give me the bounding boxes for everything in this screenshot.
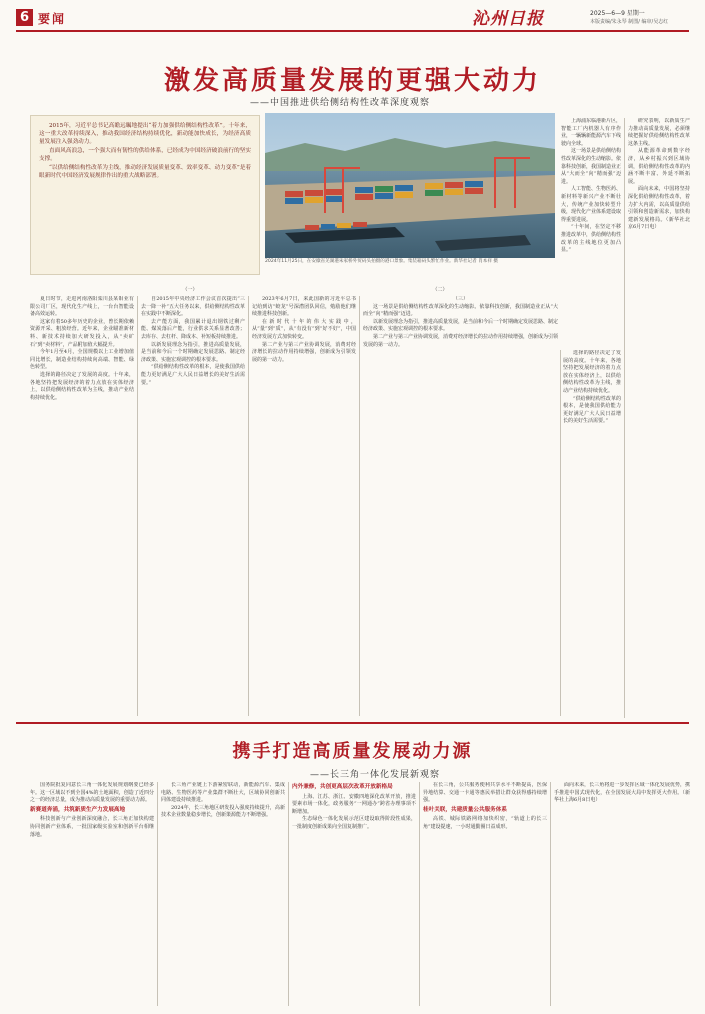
column-divider	[550, 782, 551, 1006]
paragraph: 科技创新与产业创新深度融合，长三角正加快构建协同创新产业体系，一批国家级实验室和创新平台相继落地。	[30, 816, 154, 838]
column-divider	[359, 296, 360, 716]
photo-caption: 2024年11月25日，在安徽省芜湖港朱家桥外贸码头拍摄的港口景象。集装箱码头繁忙作业。新华社记者 肖本祥 摄	[265, 259, 499, 264]
port-photo-illustration	[265, 113, 555, 258]
article1-subtitle: ——中国推进供给侧结构性改革深度观察	[250, 98, 431, 108]
section-marker-3: （三）	[452, 296, 468, 302]
article2-column-1	[30, 782, 154, 1006]
paragraph: “供给侧结构性改革的根本，是使我国供给能力更好满足广大人民日益增长的美好生活需要。”	[563, 395, 621, 425]
paragraph: 从能源革命到数字经济，从乡村振兴到区域协调，供给侧结构性改革的内涵不断丰富、外延不断拓展。	[628, 148, 690, 185]
article1-column-3	[252, 296, 356, 716]
paragraph: 生态绿色一体化发展示范区建设取得阶段性成果，一批制度创新成果向全国复制推广。	[292, 816, 416, 830]
article2-subhead-3: 桂叶关联，共建质量公共服务体系	[423, 806, 507, 813]
paragraph: 去产能方面，我国累计退出钢铁过剩产能、煤炭落后产能，行业供求关系显著改善；去库存、去杠杆、降成本、补短板持续推进。	[141, 318, 245, 340]
intro-paragraph: 直面风高浪急，一个强大而有韧性的供给体系，已经成为中国经济破浪前行的坚实支撑。	[39, 148, 251, 162]
article1-column-4	[561, 118, 621, 344]
paragraph: 这一场景是供给侧结构性改革深化的生动缩影。依靠科技创新，我国制造业正从“大而全”向“精而强”迈进。	[363, 303, 558, 318]
paragraph: 人工智能、生物医药、新材料等新兴产业不断壮大，传统产业加快转型升级，现代化产业体系建设取得重要进展。	[561, 186, 621, 223]
paragraph: 第二产业与第三产业协调发展，消费对经济增长的拉动作用持续增强，创新成为引领发展的第一动力。	[363, 333, 558, 348]
section-divider	[16, 722, 689, 724]
column-divider	[248, 296, 249, 716]
header-rule	[16, 30, 689, 32]
paragraph: 长三角产业链上下游紧密联动，新能源汽车、集成电路、生物医药等产业集群不断壮大，区域协同创新共同体建设持续推进。	[161, 782, 285, 804]
article2-headline: 携手打造高质量发展动力源	[232, 741, 473, 762]
article1-photo	[265, 113, 555, 258]
article2-column-2	[161, 782, 285, 1006]
paragraph: 夏日时节，走进河南洛阳栾川县某钼业有限公司厂区，现代化生产线上，一台台智能设备高效运转。	[30, 296, 134, 318]
paragraph: 以新发展理念为指引，推进高质量发展，是当前和今后一个时期确定发展思路、制定经济政策、实施宏观调控的根本要求。	[141, 341, 245, 363]
paragraph: 这家有着50多年历史的企业，曾长期依赖资源开采、粗放经营。近年来，企业瞄准新材料、新技术持续加大研发投入，从“卖矿石”到“卖材料”，产品附加值大幅提升。	[30, 318, 134, 348]
paragraph: “供给侧结构性改革的根本，是使我国供给能力更好满足广大人民日益增长的美好生活需要。”	[141, 364, 245, 386]
paragraph: 第二产业与第三产业协调发展，消费对经济增长的拉动作用持续增强，创新成为引领发展的第一动力。	[252, 341, 356, 363]
paragraph: 自2015年中央经济工作会议首次提出“三去一降一补”五大任务以来，供给侧结构性改革在实践中不断深化。	[141, 296, 245, 318]
article1-headline: 激发高质量发展的更强大动力	[163, 66, 541, 96]
article1-column-3b	[363, 296, 558, 716]
intro-paragraph: “以供给侧结构性改革为主线，推动经济发展质量变革、效率变革、动力变革”是着眼新时代中国经济发展规律作出的重大战略部署。	[39, 165, 251, 179]
column-divider	[137, 296, 138, 716]
section-name: 要闻	[38, 12, 67, 26]
page-number: 6	[16, 9, 33, 26]
paragraph: 上海浦东临港新片区，智能工厂内机器人有序作业，一辆辆新能源汽车下线驶向全球。	[561, 118, 621, 147]
paragraph: “十年间，在坚定不移推进改革中，供给侧结构性改革的主线地位更加凸显。”	[561, 224, 621, 254]
article2-subtitle: ——长三角一体化发展新观察	[310, 770, 441, 780]
article1-column-5	[628, 118, 690, 718]
column-divider	[157, 782, 158, 1006]
column-divider	[419, 782, 420, 1006]
paragraph: 今年1月至4月，全国规模以上工业增加值同比增长，制造业结构持续向高端、智能、绿色转型。	[30, 349, 134, 371]
paragraph: 选择的路径决定了发展的高度。十年来，各地坚持把发展经济的着力点放在实体经济上，以供给侧结构性改革为主线，推动产业结构持续优化。	[563, 350, 621, 394]
newspaper-logo: 沁州日报	[472, 9, 544, 29]
paragraph: 面向未来，长三角将进一步发挥区域一体化发展优势，携手推进中国式现代化，在全国发展大局中发挥更大作用。（新华社上海6月8日电）	[554, 782, 690, 804]
paragraph: 2023年6月7日，来此国新的习近平总书记给到访“蛟龙”号深潜团队回信，勉励他们继续推进科技创新。	[252, 296, 356, 318]
issue-date: 2025—6—9 星期一	[590, 10, 645, 17]
paragraph: 面向未来，中国将坚持深化供给侧结构性改革，着力扩大内需，以高质量供给引领和创造新需求，加快构建新发展格局。（新华社北京6月7日电）	[628, 186, 690, 231]
intro-paragraph: 2015年，习近平总书记高瞻远瞩地提出“着力加强供给侧结构性改革”。十年来，这一重大改革持续深入，推动我国经济结构持续优化，新动能加快成长，为经济高质量发展注入强劲动力。	[39, 123, 251, 145]
paragraph: 高铁、城际铁路网络加快织密，“轨道上的长三角”建设提速，一小时通勤圈日益成形。	[423, 816, 547, 830]
article1-intro-box	[30, 115, 260, 275]
column-divider	[624, 118, 625, 718]
paragraph: 上海、江苏、浙江、安徽四地深化改革开放，推进要素市场一体化，政务服务“一网通办”跨省办理事项不断增加。	[292, 793, 416, 815]
column-divider	[560, 350, 561, 716]
paragraph: 选择的路径决定了发展的高度。十年来，各地坚持把发展经济的着力点放在实体经济上，以供给侧结构性改革为主线，推动产业结构持续优化。	[30, 371, 134, 401]
paragraph: 在长三角，公共服务便利共享水平不断提高，医保异地结算、交通一卡通等惠民举措让群众获得感持续增强。	[423, 782, 547, 804]
section-marker-2: （二）	[432, 287, 448, 293]
editor-credits: 本版责编/朱永琴 制图/ 编审/吴志红	[590, 19, 669, 25]
paragraph: 以新发展理念为指引，推进高质量发展，是当前和今后一个时期确定发展思路、制定经济政策、实施宏观调控的根本要求。	[363, 318, 558, 333]
article1-column-4b	[563, 350, 621, 716]
paragraph: 国务院批复同意长三角一体化发展规划纲要已经多年。这一区域以不到全国4%的土地面积，创造了近四分之一的经济总量，成为推动高质量发展的重要动力源。	[30, 782, 154, 804]
article1-column-2	[141, 296, 245, 716]
column-divider	[288, 782, 289, 1006]
paragraph: 在新时代十年的伟大实践中，从“量”到“质”，从“有没有”到“好不好”，中国经济发展方式加快转变。	[252, 318, 356, 340]
article1-column-1	[30, 296, 134, 716]
article2-column-4	[423, 782, 547, 1006]
paragraph: 研究表明，以新质生产力推动高质量发展，必须继续把握好供给侧结构性改革这条主线。	[628, 118, 690, 147]
article2-subhead-2: 内外兼修，共创更高层次改革开放新格局	[292, 784, 393, 790]
section-marker-1: （一）	[182, 287, 198, 293]
article2-subhead-1: 新赛道奔涌，共筑新质生产力发展高地	[30, 806, 126, 813]
paragraph: 2024年，长三角地区研发投入强度持续提升，高新技术企业数量稳步增长，创新策源能力不断增强。	[161, 804, 285, 819]
article2-column-5	[554, 782, 690, 1006]
article2-column-3	[292, 782, 416, 1006]
paragraph: 这一场景是供给侧结构性改革深化的生动缩影。依靠科技创新，我国制造业正从“大而全”向“精而强”迈进。	[561, 148, 621, 185]
